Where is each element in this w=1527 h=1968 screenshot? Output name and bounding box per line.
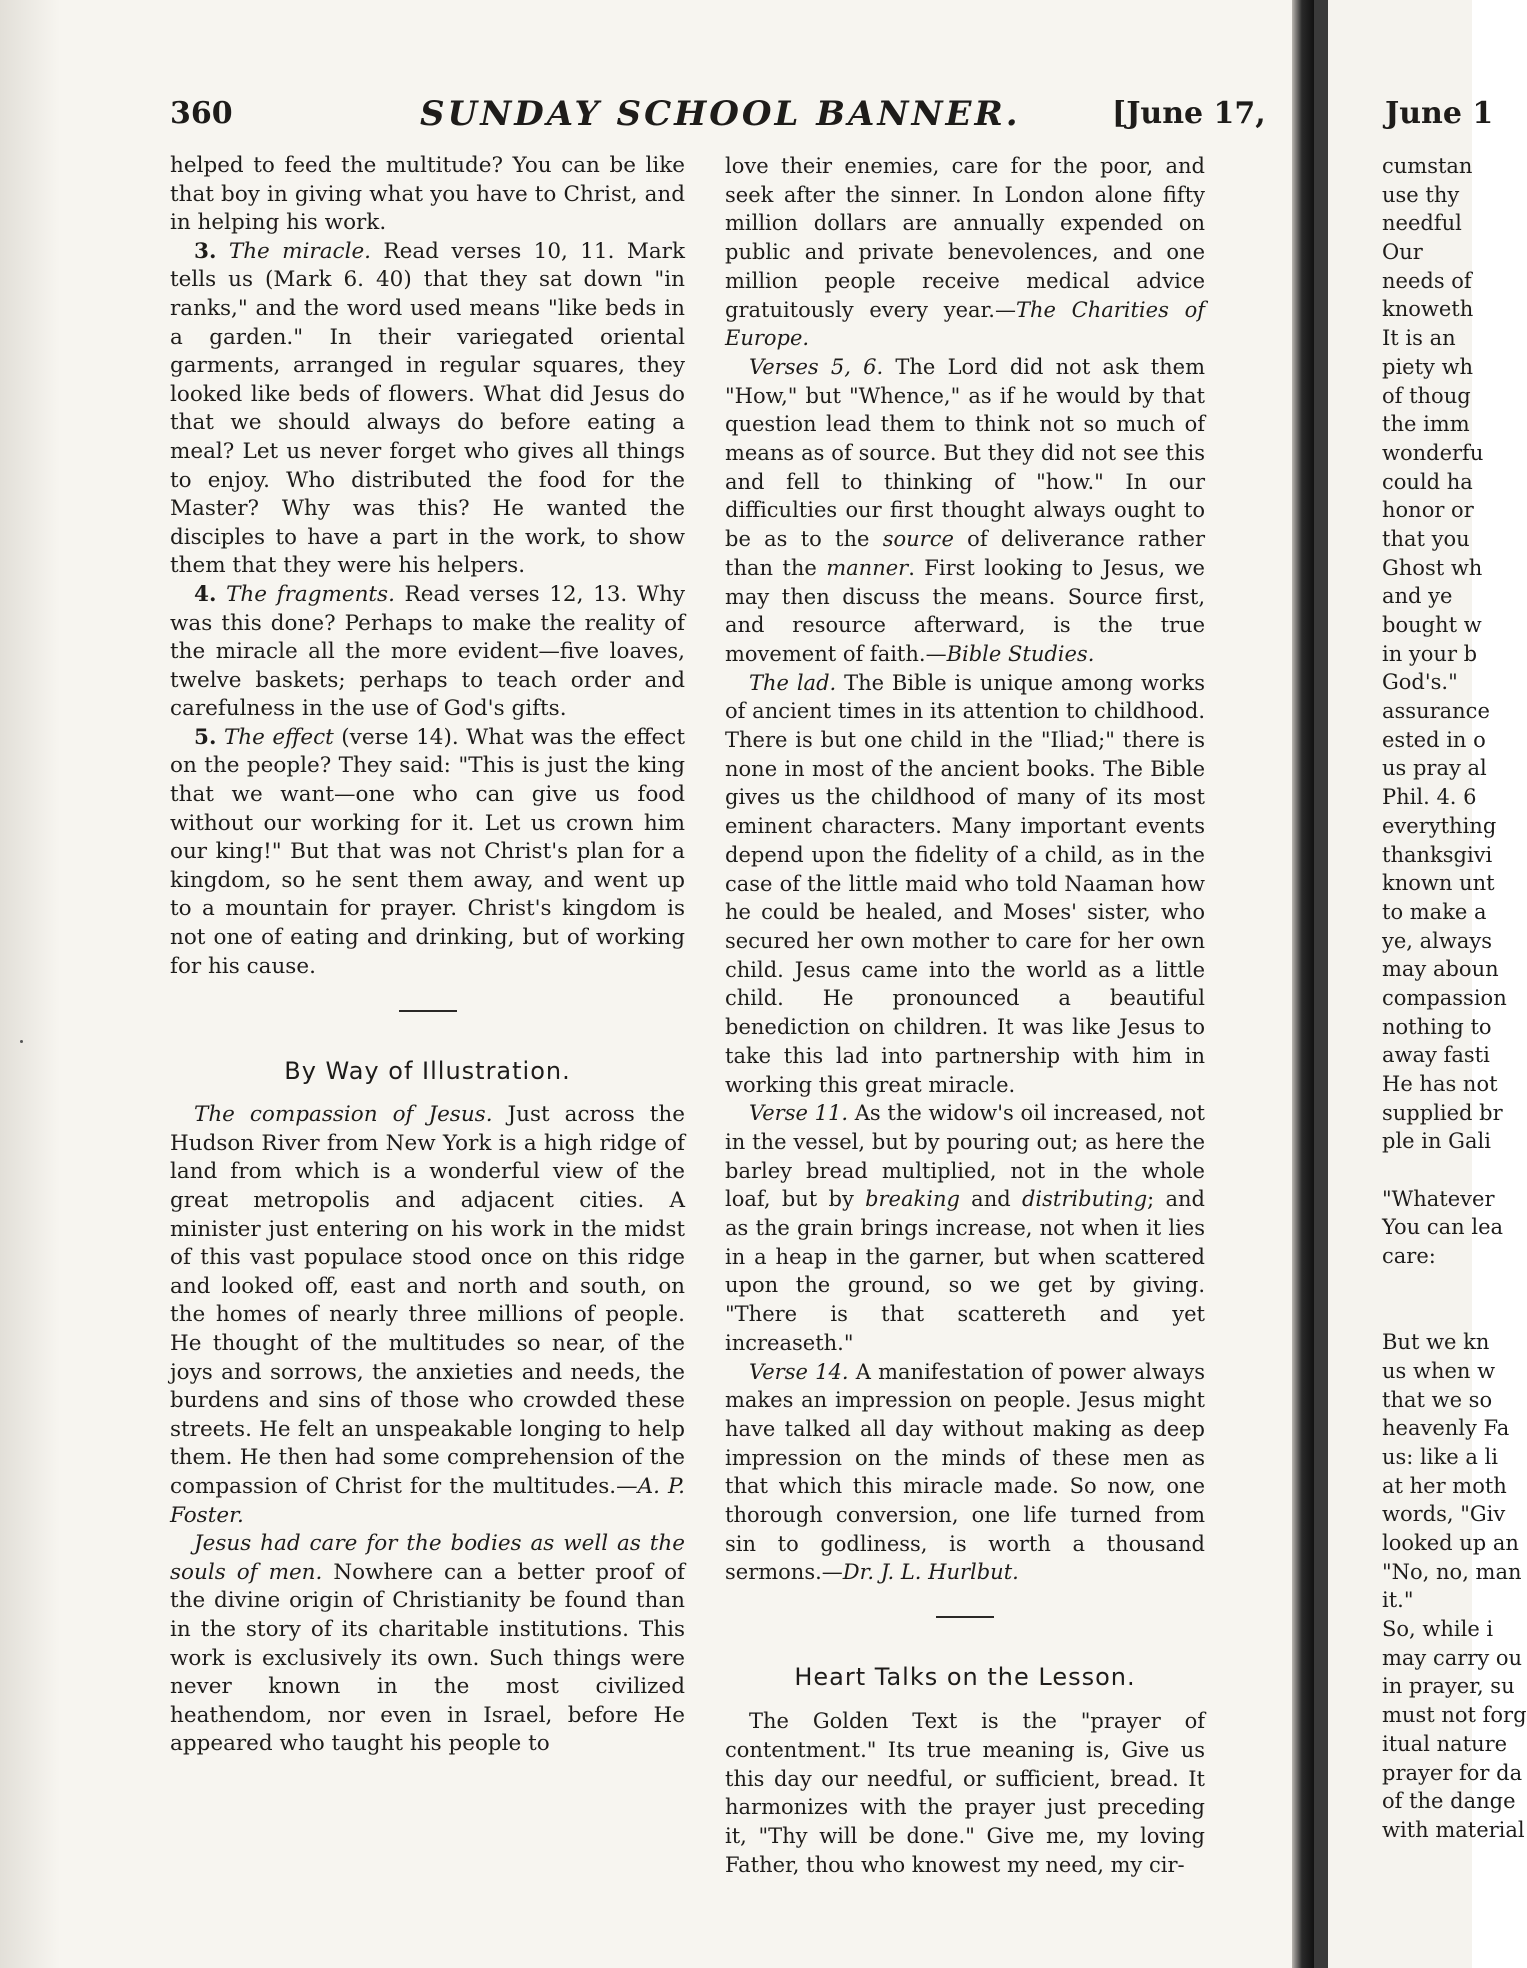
- paragraph: [725, 1099, 1205, 1357]
- emphasis: source: [882, 527, 954, 552]
- facing-page-line: He has not: [1382, 1072, 1498, 1096]
- facing-page-line: thanksgivi: [1382, 842, 1493, 867]
- emphasis: manner: [826, 555, 909, 580]
- left-text-column: [170, 152, 685, 1759]
- paragraph: [170, 152, 685, 238]
- paragraph: [725, 353, 1205, 669]
- paragraph-text: The Golden Text is the "prayer of contentment." Its true meaning is, Give us this day our needful, or sufficient, bread. It harmonizes with the prayer just preceding it, "Thy will be done." Give me, my loving Father, thou who knowest my need, my cir-: [725, 1709, 1205, 1877]
- paragraph-text: helped to feed the multitude? You can be like that boy in giving what you have to Christ, and in helping his work.: [170, 153, 685, 236]
- paragraph-text: Read verses 10, 11. Mark tells us (Mark 6. 40) that they sat down "in ranks," and the word used means "like beds in a garden." In their variegated oriental garments, arranged in regular squares, they looked like beds of flowers. What did Jesus do that we should always do before eating a meal? Let us never forget who gives all things to enjoy. Who distributed the food for the Master? Why was this? He wanted the disciples to have a part in the work, to show them that they were his helpers.: [170, 238, 685, 579]
- paragraph-text: As the widow's oil increased, not in the vessel, but by pouring out; as here the barley bread multiplied, not in the whole loaf, but by: [725, 1101, 1205, 1212]
- verse-title: Verses 5, 6.: [749, 354, 884, 379]
- facing-page-line: us: like a li: [1382, 1444, 1498, 1469]
- facing-page-line: It is an: [1382, 326, 1456, 351]
- emphasis: breaking: [865, 1187, 960, 1212]
- facing-page-line: that you: [1382, 526, 1470, 551]
- book-binding: [1314, 0, 1328, 1968]
- paragraph-text: (verse 14). What was the effect on the people? They said: "This is just the king that we want—one who can give us food without our working for it. Let us crown him our king!" But that was not Christ's plan for a kingdom, so he sent them away, and went up to a mountain for prayer. Christ's kingdom is not one of eating and drinking, but of working for his cause.: [170, 724, 685, 979]
- facing-page-line: at her moth: [1382, 1473, 1507, 1498]
- facing-page-line: God's.": [1382, 670, 1458, 695]
- facing-page-line: prayer for da: [1382, 1760, 1523, 1785]
- facing-page-running-date: June 1: [1385, 96, 1494, 131]
- point-title: The fragments.: [226, 581, 395, 607]
- verse-title: Verse 11.: [749, 1101, 849, 1126]
- paragraph: [170, 724, 685, 981]
- paragraph-text: The Lord did not ask them "How," but "Whence," as if he would by that question lead them to think not so much of means as of source. But they did not see this and fell to thinking of "how." In our difficulties our first thought always ought to be as to the: [725, 354, 1206, 552]
- facing-page-line: with material: [1382, 1817, 1525, 1842]
- facing-page-column: [1382, 152, 1527, 1845]
- facing-page-line: must not forg: [1382, 1703, 1527, 1728]
- publication-title: SUNDAY SCHOOL BANNER.: [420, 94, 1021, 134]
- facing-page-line: itual nature: [1382, 1731, 1508, 1756]
- facing-page-line: the imm: [1382, 412, 1470, 437]
- paragraph-text: Just across the Hudson River from New York is a high ridge of land from which is a wonderful view of the great metropolis and adjacent cities. A minister just entering on his work in the midst of this vast populace stood once on this ridge and looked off, east and north and south, on the homes of nearly three millions of people. He thought of the multitudes so near, of the joys and sorrows, the anxieties and needs, the burdens and sins of those who crowded these streets. He felt an unspeakable longing to help them. He then had some comprehension of the compassion of Christ for the multitudes.—: [170, 1102, 685, 1499]
- paragraph-text: Nowhere can a better proof of the divine origin of Christianity be found than in the story of its charitable institutions. This work is exclusively its own. Such things were never known in the most civilized heathendom, nor even in Israel, before He appeared who taught his people to: [170, 1559, 685, 1757]
- paragraph: [170, 1101, 685, 1530]
- facing-page-line: to make a: [1382, 899, 1487, 924]
- paragraph-text: . First looking to Jesus, we may then discuss the means. Source first, and resource afterward, is the true movement of faith.—: [725, 555, 1205, 666]
- verse-title: Verse 14.: [749, 1359, 849, 1384]
- facing-page-line: of the dange: [1382, 1789, 1516, 1814]
- middle-text-column: [725, 152, 1205, 1879]
- illustration-title: Jesus had care for the bodies as well as the souls of men.: [170, 1531, 685, 1585]
- facing-page-line: ested in o: [1382, 727, 1486, 752]
- paragraph: [170, 1530, 685, 1759]
- scan-speck: [20, 1040, 23, 1043]
- facing-page-line: looked up an: [1382, 1531, 1519, 1555]
- facing-page-line: it.": [1382, 1588, 1414, 1613]
- facing-page-line: Our: [1382, 240, 1423, 265]
- divider-rule: [936, 1616, 994, 1618]
- facing-page-line: bought w: [1382, 613, 1482, 637]
- facing-page-line: [1382, 1156, 1487, 1185]
- paragraph-text: love their enemies, care for the poor, and seek after the sinner. In London alone fifty million dollars are annually expended on public and private benevolences, and one million people receive medical advice gratuitously every year.—: [725, 154, 1205, 322]
- paragraph: [170, 581, 685, 724]
- section-heading: By Way of Illustration.: [284, 1057, 571, 1086]
- facing-page-line: needful: [1382, 211, 1462, 236]
- facing-page-line: needs of: [1382, 268, 1472, 293]
- facing-page-line: cumstan: [1382, 154, 1473, 178]
- facing-page-line: [1382, 1300, 1487, 1329]
- facing-page-line: in your b: [1382, 641, 1478, 666]
- facing-page-line: that we so: [1382, 1387, 1493, 1412]
- facing-page-line: ye, always: [1382, 928, 1493, 953]
- facing-page-line: nothing to: [1382, 1014, 1492, 1039]
- paragraph: [170, 238, 685, 581]
- verse-title: The lad.: [749, 670, 837, 695]
- facing-page-line: may aboun: [1382, 957, 1499, 982]
- facing-page-line: could ha: [1382, 469, 1473, 494]
- facing-page-line: ple in Gali: [1382, 1129, 1491, 1154]
- facing-page-line: assurance: [1382, 699, 1490, 724]
- paragraph-text: ; and as the grain brings increase, not when it lies in a heap in the garner, but when scattered upon the ground, so we get by giving. "There is that scattereth and yet increaseth.": [725, 1187, 1205, 1355]
- point-title: The effect: [223, 724, 334, 750]
- citation: The Charities of Europe.: [725, 297, 1205, 351]
- facing-page-line: [1382, 1271, 1487, 1300]
- paragraph-text: of deliverance rather than the: [725, 527, 1205, 580]
- facing-page-line: heavenly Fa: [1382, 1416, 1510, 1441]
- facing-page-line: "Whatever: [1382, 1186, 1495, 1211]
- facing-page-line: us when w: [1382, 1358, 1496, 1383]
- paragraph-text: Read verses 12, 13. Why was this done? Perhaps to make the reality of the miracle all the more evident—five loaves, twelve baskets; perhaps to teach order and carefulness in the use of God's gifts.: [170, 581, 685, 722]
- facing-page-line: supplied br: [1382, 1100, 1503, 1125]
- facing-page-line: words, "Giv: [1382, 1502, 1506, 1527]
- facing-page-line: everything: [1382, 813, 1497, 838]
- facing-page-line: and ye: [1382, 584, 1453, 609]
- facing-page-line: Phil. 4. 6: [1382, 785, 1477, 810]
- paragraph-text: and: [959, 1187, 1022, 1212]
- point-number: 5.: [194, 724, 217, 750]
- paragraph-text: A manifestation of power always makes an impression on people. Jesus might have talked all day without making as deep impression on the minds of these men as that which this miracle made. So now, one thorough conversion, one life turned from sin to godliness, is worth a thousand sermons.—: [725, 1359, 1206, 1585]
- facing-page-line: wonderfu: [1382, 440, 1484, 465]
- running-date: [June 17,: [1112, 96, 1266, 131]
- facing-page-line: compassion: [1382, 985, 1507, 1010]
- page-gutter: [1292, 0, 1314, 1968]
- point-title: The miracle.: [228, 238, 372, 264]
- facing-page-line: of thoug: [1382, 383, 1471, 408]
- facing-page-line: known unt: [1382, 871, 1495, 896]
- point-number: 3.: [194, 238, 217, 264]
- facing-page-line: So, while i: [1382, 1617, 1494, 1642]
- citation: Bible Studies.: [946, 641, 1095, 666]
- facing-page-line: But we kn: [1382, 1330, 1490, 1355]
- illustration-title: The compassion of Jesus.: [194, 1102, 493, 1128]
- paragraph: [725, 152, 1205, 353]
- facing-page-line: in prayer, su: [1382, 1674, 1515, 1699]
- paragraph-text: The Bible is unique among works of ancient times in its attention to childhood. There is but one child in the "Iliad;" there is none in most of the ancient books. The Bible gives us the childhood of many of its most eminent characters. Many important events depend upon the fidelity of a child, as in the case of the little maid who told Naaman how he could be healed, and Moses' sister, who secured her own mother to care for her own child. Jesus came into the world as a little child. He pronounced a beautiful benediction on children. It was like Jesus to take this lad into partnership with him in working this great miracle.: [725, 670, 1205, 1097]
- divider-rule: [399, 1010, 457, 1012]
- facing-page-line: away fasti: [1382, 1043, 1490, 1068]
- facing-page-line: honor or: [1382, 498, 1474, 523]
- facing-page-line: use thy: [1382, 182, 1460, 207]
- facing-page-line: knoweth: [1382, 297, 1474, 322]
- citation: Dr. J. L. Hurlbut.: [842, 1560, 1019, 1585]
- section-heading: Heart Talks on the Lesson.: [794, 1663, 1136, 1692]
- page-number: 360: [170, 96, 233, 131]
- facing-page-line: "No, no, man: [1382, 1559, 1522, 1584]
- facing-page-line: care:: [1382, 1244, 1436, 1269]
- point-number: 4.: [194, 581, 217, 607]
- citation: A. P. Foster.: [170, 1473, 686, 1528]
- facing-page-line: may carry ou: [1382, 1645, 1523, 1670]
- paragraph: [725, 669, 1205, 1100]
- paragraph: [725, 1358, 1205, 1588]
- facing-page-line: piety wh: [1382, 354, 1474, 379]
- facing-page-line: us pray al: [1382, 756, 1487, 781]
- facing-page-line: You can lea: [1382, 1215, 1504, 1240]
- section-divider: [725, 1587, 1205, 1647]
- section-divider: [170, 981, 685, 1041]
- emphasis: distributing: [1021, 1187, 1148, 1212]
- paragraph: [725, 1707, 1205, 1879]
- facing-page-line: Ghost wh: [1382, 555, 1483, 580]
